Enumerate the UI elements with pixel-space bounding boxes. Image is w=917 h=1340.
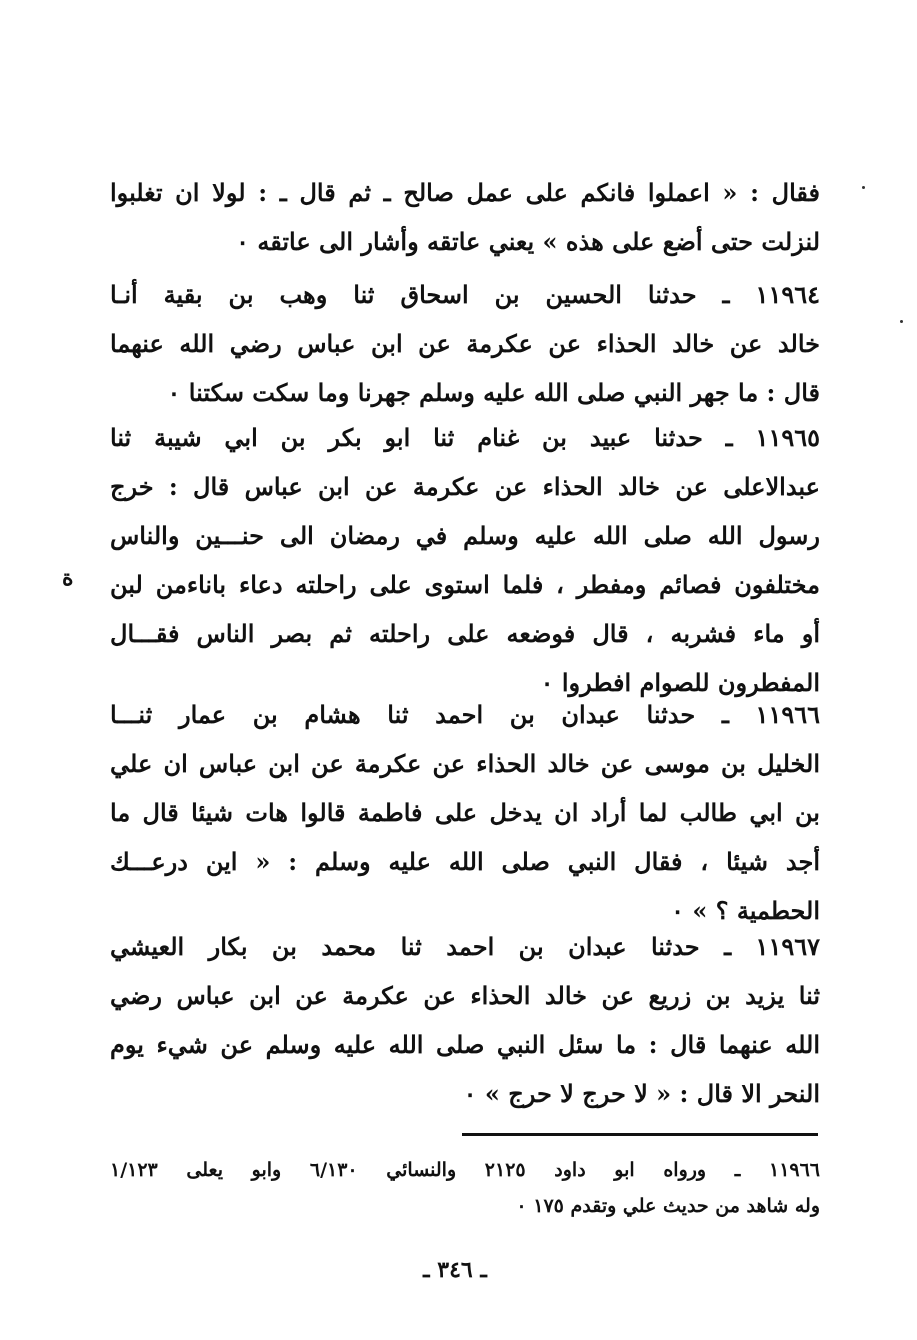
footnote bbox=[110, 1152, 820, 1224]
text-line: المفطرون للصوام افطروا ٠ bbox=[540, 668, 820, 697]
footnote-line: ١١٩٦٦ ـ ورواه ابو داود ٢١٢٥ والنسائي ٦/١٣٠ وابو يعلى ١/١٢٣ bbox=[110, 1159, 821, 1181]
text-line: ١١٩٦٧ ـ حدثنا عبدان بن احمد ثنا محمد بن بكار العيشي bbox=[110, 932, 820, 961]
text-line: ١١٩٦٦ ـ حدثنا عبدان بن احمد ثنا هشام بن عمار ثنـــا bbox=[110, 700, 820, 729]
hadith-11964 bbox=[110, 270, 820, 417]
text-line: رسول الله صلى الله عليه وسلم في رمضان الى حنـــين والناس bbox=[110, 521, 820, 550]
scan-speck bbox=[900, 320, 903, 323]
page-number: ـ ٣٤٦ ـ bbox=[423, 1257, 487, 1283]
text-line: ثنا يزيد بن زريع عن خالد الحذاء عن عكرمة عن ابن عباس رضي bbox=[110, 981, 820, 1010]
footnote-separator bbox=[462, 1133, 818, 1136]
text-line: أجد شيئا ، فقال النبي صلى الله عليه وسلم : « اين درعـــك bbox=[110, 847, 820, 876]
text-line: لنزلت حتى أضع على هذه » يعني عاتقه وأشار الى عاتقه ٠ bbox=[236, 227, 820, 256]
text-line: قال : ما جهر النبي صلى الله عليه وسلم جهرنا وما سكت سكتنا ٠ bbox=[167, 378, 820, 407]
text-line: الله عنهما قال : ما سئل النبي صلى الله عليه وسلم عن شيء يوم bbox=[110, 1030, 820, 1059]
text-line: بن ابي طالب لما أراد ان يدخل على فاطمة قالوا هات شيئا قال ما bbox=[110, 798, 820, 827]
text-line: فقال : « اعملوا فانكم على عمل صالح ـ ثم قال ـ : لولا ان تغلبوا bbox=[110, 178, 820, 207]
hadith-11967 bbox=[110, 922, 820, 1118]
hadith-11965 bbox=[110, 413, 820, 707]
text-line: أو ماء فشربه ، قال فوضعه على راحلته ثم بصر الناس فقـــال bbox=[110, 619, 820, 648]
text-line: مختلفون فصائم ومفطر ، فلما استوى على راحلته دعاء باناءمن لبن bbox=[110, 570, 820, 599]
text-line: ١١٩٦٥ ـ حدثنا عبيد بن غنام ثنا ابو بكر بن ابي شيبة ثنا bbox=[110, 423, 820, 452]
footnote-line: وله شاهد من حديث علي وتقدم ١٧٥ ٠ bbox=[516, 1195, 820, 1217]
text-line: الخليل بن موسى عن خالد الحذاء عن عكرمة عن ابن عباس ان علي bbox=[110, 749, 820, 778]
margin-mark: ة bbox=[62, 565, 74, 591]
paragraph-continuation bbox=[110, 168, 820, 266]
text-line: ١١٩٦٤ ـ حدثنا الحسين بن اسحاق ثنا وهب بن بقية أنـا bbox=[110, 280, 820, 309]
text-line: خالد عن خالد الحذاء عن عكرمة عن ابن عباس رضي الله عنهما bbox=[110, 329, 820, 358]
scan-speck bbox=[862, 186, 865, 189]
text-line: النحر الا قال : « لا حرج لا حرج » ٠ bbox=[463, 1079, 820, 1108]
hadith-11966 bbox=[110, 690, 820, 935]
text-line: عبدالاعلى عن خالد الحذاء عن عكرمة عن ابن عباس قال : خرج bbox=[110, 472, 820, 501]
text-line: الحطمية ؟ » ٠ bbox=[671, 896, 820, 925]
